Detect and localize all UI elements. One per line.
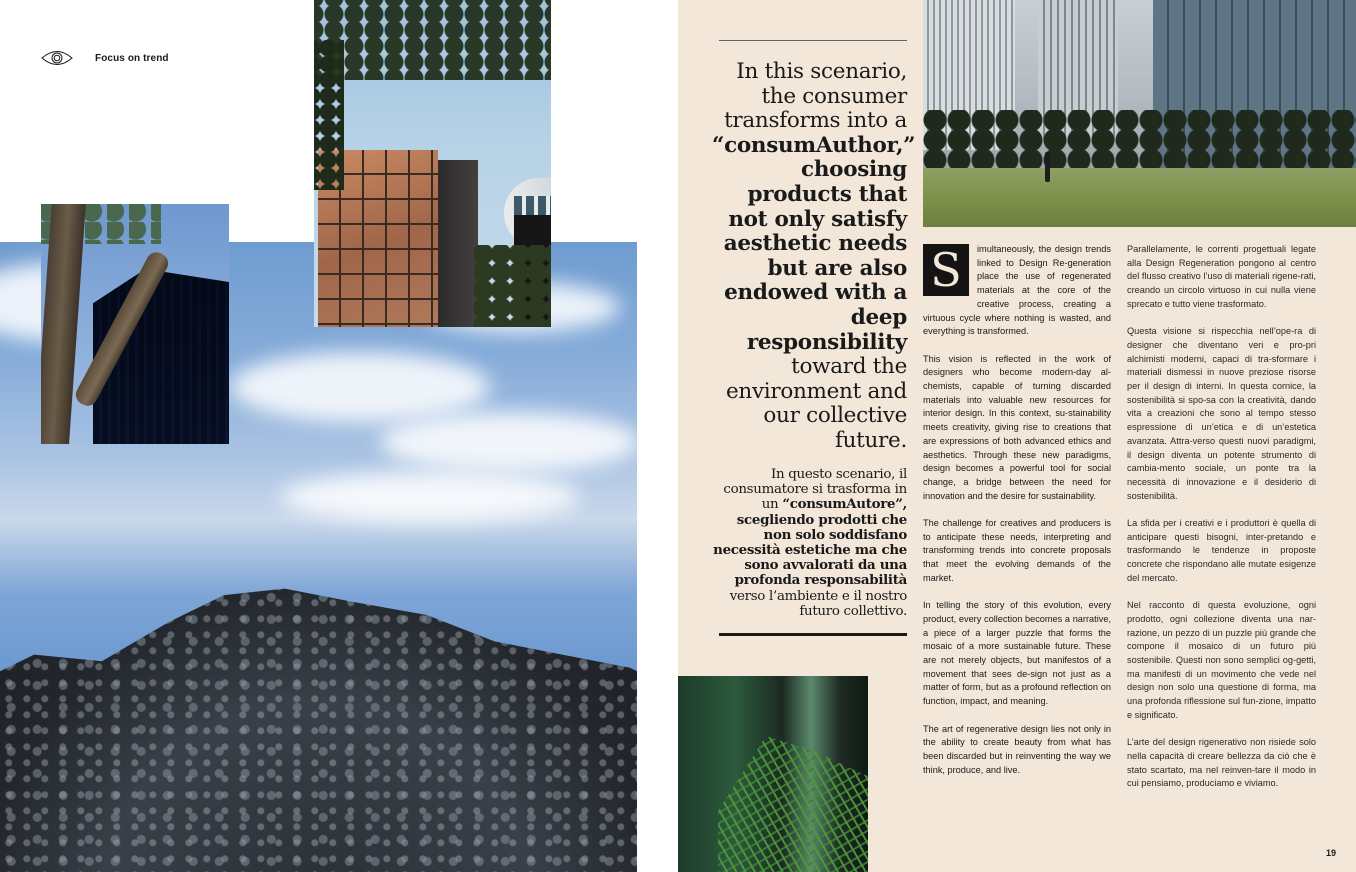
paragraph [923, 243, 1111, 339]
pullquote-en-emphasis: “consumAuthor,” choosing products that not only satisfy aesthetic needs but are also endowed with a deep responsibility [712, 132, 916, 355]
pullquote-en-part1: In this scenario, the consumer transforms into a [724, 59, 907, 134]
article-column-italian [1127, 243, 1316, 805]
section-title: Focus on trend [95, 52, 169, 64]
eye-icon [41, 49, 73, 67]
pullquote-it-emphasis: “consumAutore”, scegliendo prodotti che non solo soddisfano necessità estetiche ma che sono avvalorati da una profonda responsabilità [713, 496, 907, 589]
page-number: 19 [1326, 848, 1337, 858]
paragraph: The art of regenerative design lies not only in the ability to create beauty from what has been discarded but in reinventing the way we think, produce, and live. [923, 723, 1111, 775]
paragraph-text: imultaneously, the design trends linked to Design Re-generation place the use of regenerated materials at the core of the creative process, creating a virtuous cycle where nothing is wasted, and everything is transformed. [923, 244, 1111, 337]
paragraph: Questa visione si rispecchia nell’ope-ra di designer che diventano veri e pro-pri alchimisti moderni, capaci di tra-sformare i materiali dismessi in nuove preziose risorse per il design di interni. In questa cornice, la sostenibilità si spo-sa con la creatività, dando vita a creazioni che sono al tempo stesso espressione di un’etica e di un’estetica avanzata. Attra-verso questi nuovi paradigmi, il design diventa un potente strumento di cambia-mento sociale, un ponte tra la necessità di innovazione e il desiderio di sostenibilità. [1127, 326, 1316, 501]
paragraph: In telling the story of this evolution, every product, every collection becomes a narrative, a piece of a larger puzzle that forms the mosaic of a more sustainable future. These are not merely objects, but manifestos of a movement that sees de-sign not just as a matter of form, but as a profound reflection on function, impact, and meaning. [923, 600, 1111, 707]
tree-and-glass-building-photo [41, 204, 229, 444]
right-page [678, 0, 1356, 872]
section-header [41, 49, 169, 67]
pullquote-english [712, 59, 916, 454]
copper-building-photo [314, 0, 551, 327]
paragraph: The challenge for creatives and producers is to anticipate these needs, interpreting and transforming trends into concrete proposals that meet the evolving demands of the market. [923, 518, 1111, 583]
pullquote-bottom-rule [719, 633, 907, 636]
pullquote-en-part2: toward the environment and our collective future. [725, 354, 907, 453]
city-park-photo [923, 0, 1356, 227]
drop-cap: S [923, 244, 969, 296]
article-column-english [923, 243, 1111, 791]
paragraph: L’arte del design rigenerativo non risiede solo nella capacità di creare bellezza da ciò che è stato scartato, ma nel reinven-tare il modo in cui pensiamo, produciamo e viviamo. [1127, 737, 1316, 789]
pullquote-top-rule [719, 40, 907, 41]
paragraph: This vision is reflected in the work of designers who become modern-day al-chemists, capable of turning discarded materials into valuable new resources for interior design. In this context, su-stainability meets creativity, giving rise to creations that are expressions of both advanced ethics and aesthetics. Through these new paradigms, design becomes a powerful tool for social change, a bridge between the need for innovation and the desire for sustainability. [923, 353, 1111, 501]
pullquote-it-part1: In questo scenario, il consumatore si trasforma in un [723, 467, 907, 513]
pullquote-italian [712, 467, 907, 619]
paragraph: La sfida per i creativi e i produttori è quella di anticipare questi bisogni, inter-pretando e trasformando le tendenze in proposte concrete che rispondano alle mutate esigenze del mercato. [1127, 518, 1316, 583]
pullquote-it-part2: verso l’ambiente e il nostro futuro collettivo. [729, 588, 907, 619]
paragraph: Nel racconto di questa evoluzione, ogni prodotto, ogni collezione diventa una nar-razione, un pezzo di un puzzle più grande che compone il mosaico di un futuro più sostenibile. Questi non sono semplici og-getti, ma manifesti di un movimento che vede nel design non solo una questione di forma, ma una profonda riflessione sul fun-zione, impatto e significato. [1127, 600, 1316, 720]
paragraph: Parallelamente, le correnti progettuali legate alla Design Regeneration pongono al centro del flusso creativo l’uso di materiali rigene-rati, creando un circolo virtuoso in cui nulla viene sprecato e tutto viene trasformato. [1127, 244, 1316, 309]
green-plant-photo [678, 676, 868, 872]
